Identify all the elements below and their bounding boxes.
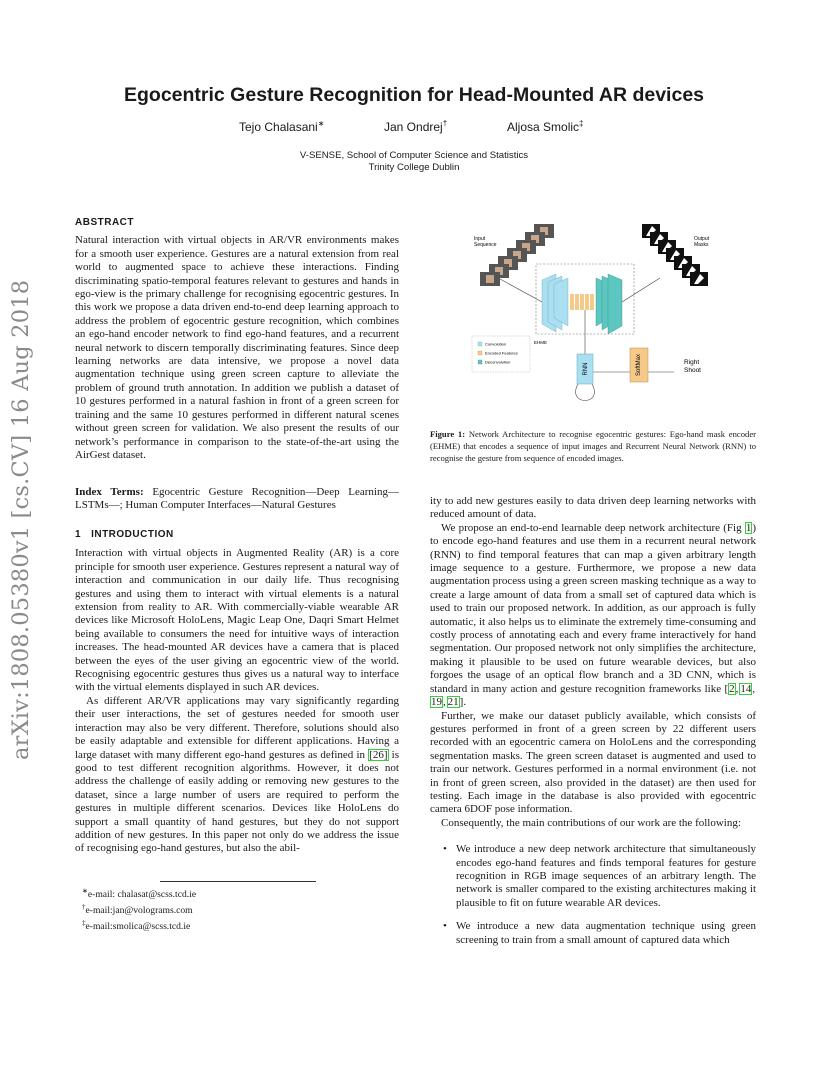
caption-label: Figure 1:	[430, 429, 466, 439]
footnote-rule	[160, 881, 316, 882]
footnote-2: †e-mail:jan@volograms.com	[82, 903, 193, 917]
index-terms	[75, 486, 399, 513]
index-terms-text: Egocentric Gesture Recognition—Deep Learning—LSTMs—; Human Computer Interfaces—Natural Gestures	[75, 486, 399, 512]
intro-paragraph-2: As different AR/VR applications may vary significantly regarding their user interactions, the set of gestures needed for smooth user interaction may also be very different. Therefore, solutions should also be easily adaptable and extensible for different applications. Having a large dataset with many different ego-hand gestures as defined in [26] is good to test different recognition algorithms. However, it does not address the challenge of easily adding or removing new gestures to the dataset, since a large number of users are required to perform the gestures in multiple different scenarios. Devices like HoloLens do support a small quantity of hand gestures, but they do not support addition of new gestures. In this paper not only do we address the issue of recognising ego-hand gestures, but also the abil-	[75, 694, 399, 855]
abstract-section	[75, 216, 399, 462]
intro-paragraph-3: We propose an end-to-end learnable deep network architecture (Fig 1) to encode ego-hand features and use them in a recurrent neural network (RNN) to find temporal features that can map a given arbitrary length image sequence to a gesture. Furthermore, we propose a new data augmentation process using a green screen masking technique as a way to create a large amount of data from a small set of captured data which is used to train our proposed network. In addition, as our approach is fully automatic, it also helps us to eliminate the extremely time-consuming and costly process of annotating each and every frame interactively for hand segmentation. Our proposed network not only simplifies the architecture, making it plausible to be used on future wearable devices, but also forgoes the usage of an optical flow branch and a 3D CNN, which is standard in many action and gesture recognition frameworks like [2, 14, 19, 21].	[430, 521, 756, 709]
legend-deconvolution: Deconvolution	[485, 359, 511, 365]
introduction-section	[75, 528, 399, 856]
introduction-continued	[430, 495, 756, 957]
encoder-blocks	[542, 274, 568, 332]
ehme-label: EHME	[534, 340, 548, 345]
legend-convolution: Convolution	[485, 341, 507, 347]
author-2: Jan Ondrej†	[384, 119, 448, 134]
introduction-heading: 1 INTRODUCTION	[75, 529, 174, 540]
footnote-1: ∗e-mail: chalasat@scss.tcd.ie	[82, 887, 197, 901]
contributions-list	[430, 843, 756, 947]
input-frames	[480, 224, 554, 286]
decoder-blocks	[596, 274, 622, 334]
affiliation	[70, 150, 758, 174]
intro-paragraph-5: Consequently, the main contributions of our work are the following:	[441, 816, 741, 829]
intro-paragraph-4: Further, we make our dataset publicly available, which consists of gestures performed in front of a green screen by 22 different users recorded with an egocentric camera on HoloLens and the corresponding segmentation masks. The green screen dataset is augmented and used to train our network. Gestures performed in a normal environment (i.e. not in front of green screen, also provided in the dataset) are then used for testing. Each image in the database is also provided with egocentric camera 6DOF pose information.	[430, 709, 756, 816]
footnotes	[82, 885, 402, 934]
figure-link[interactable]: 1	[745, 521, 752, 534]
arxiv-watermark: arXiv:1808.05380v1 [cs.CV] 16 Aug 2018	[8, 279, 34, 760]
paper-title: Egocentric Gesture Recognition for Head-Mounted AR devices	[123, 84, 705, 106]
intro-paragraph-1: Interaction with virtual objects in Augmented Reality (AR) is a core principle for smooth user experience. Gestures represent a natural way of interaction and communication in our daily life. Thus recognising gestures and using them to interact with virtual elements is a natural extension from reality to AR. With commercially-viable wearable AR devices like Microsoft HoloLens, Magic Leap One, Daqri Smart Helmet being available to consumers the need for intuitive ways of interaction increases. The head-mounted AR devices have a camera that is placed between the eyes of the user giving an egocentric view of the world. Recognising egocentric gestures thus gives us a natural way to interface with the virtual elements displayed in such AR devices.	[75, 547, 399, 694]
author-1: Tejo Chalasani∗	[239, 119, 325, 134]
figure-legend	[472, 336, 530, 372]
author-3: Aljosa Smolic‡	[507, 119, 584, 134]
citation-link[interactable]: 14	[740, 682, 752, 695]
figure-caption	[430, 428, 756, 464]
affiliation-line-1: V-SENSE, School of Computer Science and Statistics	[299, 150, 529, 161]
output-masks	[642, 224, 708, 286]
citation-link[interactable]: 2	[729, 682, 735, 695]
legend-encoded: Encoded Features	[485, 350, 518, 356]
encoded-features	[570, 294, 594, 310]
affiliation-line-2: Trinity College Dublin	[368, 162, 460, 173]
author-list	[70, 119, 758, 135]
softmax-label: SoftMax	[636, 353, 642, 377]
citation-link[interactable]: 21	[447, 696, 459, 709]
list-item: • We introduce a new deep network architecture that simultaneously encodes ego-hand features and finds temporal features for gesture recognition in RGB image sequences of an arbitrary length. The network is smaller compared to the existing architectures making it plausible to fit on future wearable AR devices.	[430, 843, 756, 910]
intro-paragraph-2-cont: ity to add new gestures easily to data driven deep learning networks with reduced amount of data.	[430, 495, 756, 521]
footnote-3: ‡e-mail:smolica@scss.tcd.ie	[82, 919, 191, 933]
abstract-text: Natural interaction with virtual objects in AR/VR environments makes for a smooth user experience. Gestures are a natural extension from real world to augmented space to achieve these interactions. Finding discriminating spatio-temporal features relevant to gestures and hands in ego-view is the primary challenge for recognising egocentric gestures. In this work we propose a data driven end-to-end deep learning approach to address the problem of egocentric gesture recognition, which combines an ego-hand encoder network to find ego-hand features, and a recurrent neural network to discern temporally discriminating features. Since deep learning networks are data intensive, we propose a novel data augmentation technique using green screen capture to alleviate the problem of ground truth annotation. In addition we publish a dataset of 10 gestures performed in a natural fashion in front of a green screen for training and the same 10 gestures performed in different natural scenes without green screen for validation. We also present the results of our network’s performance in comparison to the state-of-the-art using the AirGest dataset.	[75, 234, 399, 461]
output-label: Output Masks	[694, 236, 710, 248]
abstract-heading: ABSTRACT	[75, 217, 134, 228]
network-architecture-figure	[470, 218, 720, 404]
index-terms-label: Index Terms:	[75, 486, 144, 498]
list-item: • We introduce a new data augmentation technique using green screening to train from a small amount of captured data which	[430, 920, 756, 947]
prediction-label: Right Shoot	[684, 359, 701, 374]
input-label: Input Sequence	[474, 236, 497, 248]
citation-link[interactable]: [26]	[369, 748, 388, 761]
caption-text: Network Architecture to recognise egocentric gestures: Ego-hand mask encoder (EHME) that encodes a sequence of input images and Recurrent Neural Network (RNN) to recognise the gesture from sequence of encoded images.	[430, 429, 756, 463]
citation-link[interactable]: 19	[431, 696, 442, 709]
rnn-label: RNN	[583, 362, 589, 376]
